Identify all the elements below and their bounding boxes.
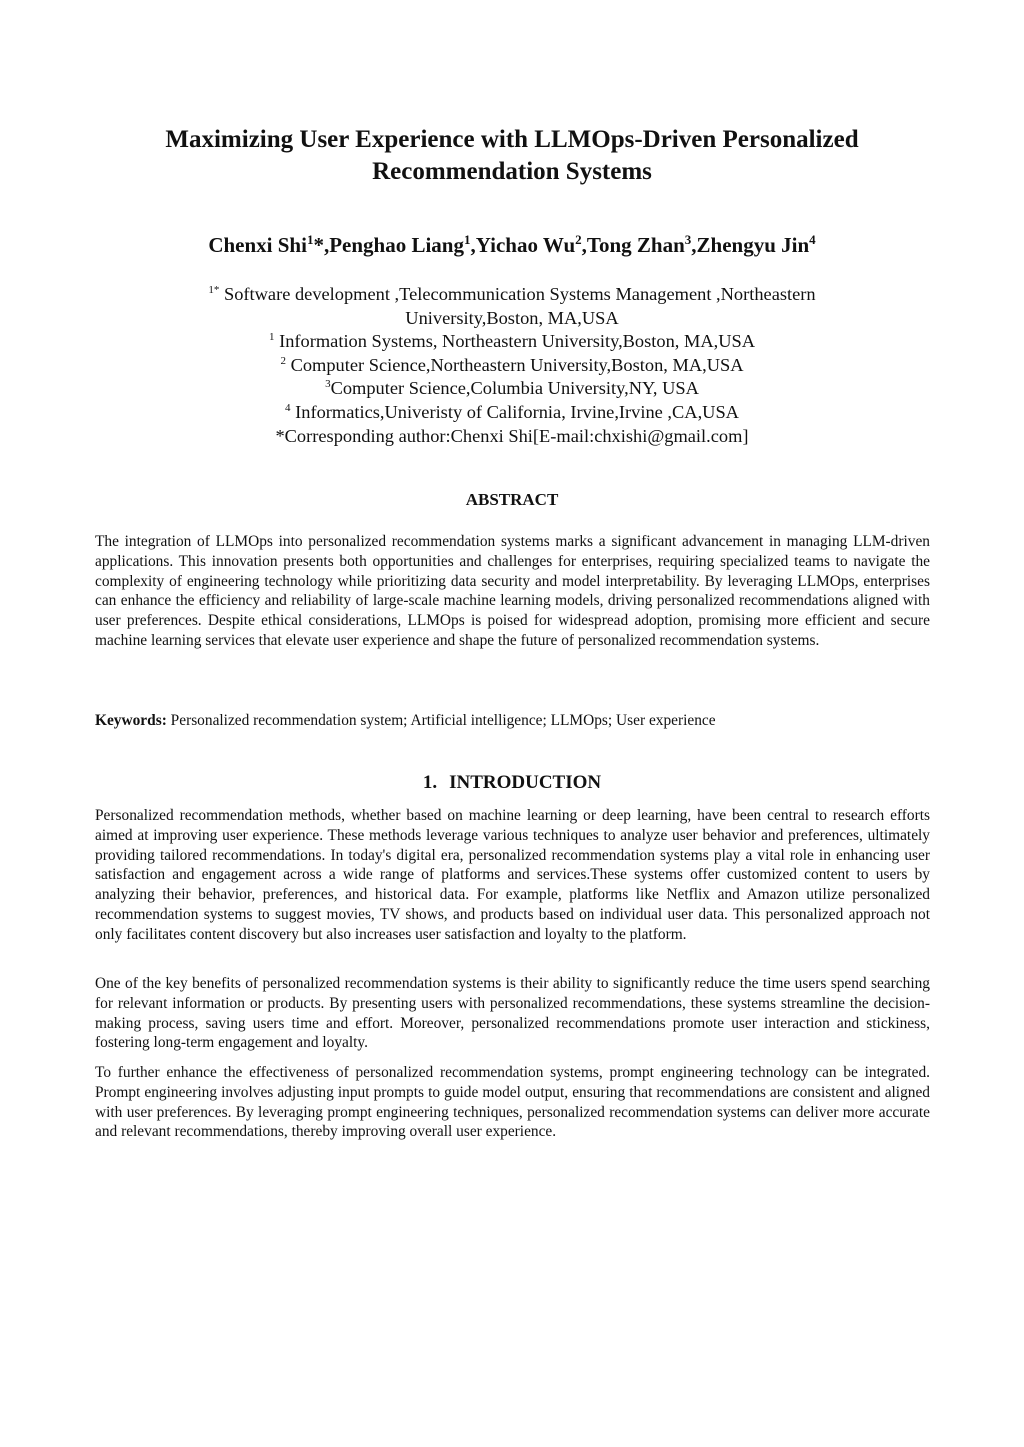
paper-title-line-2: Recommendation Systems xyxy=(372,158,652,185)
author-name: Tong Zhan xyxy=(586,233,685,257)
affiliation-block xyxy=(60,283,964,448)
affiliation-mark: 1 xyxy=(269,331,275,344)
affiliation-mark: 1* xyxy=(208,283,220,296)
affiliation-line xyxy=(60,307,964,331)
author-name: Chenxi Shi xyxy=(208,233,307,257)
section-number: 1. xyxy=(422,772,438,793)
keywords xyxy=(95,711,930,731)
keywords-text: Personalized recommendation system; Artificial intelligence; LLMOps; User experience xyxy=(166,712,716,729)
author-affiliation-mark: 1 xyxy=(306,232,314,247)
author-name: Penghao Liang xyxy=(329,233,464,257)
corresponding-mark: * xyxy=(313,233,324,257)
paper-title xyxy=(60,124,964,188)
affiliation-line xyxy=(60,377,964,401)
abstract-heading: ABSTRACT xyxy=(465,490,559,509)
introduction-heading xyxy=(60,770,964,796)
affiliation-mark: 2 xyxy=(280,354,286,367)
corresponding-author: *Corresponding author:Chenxi Shi[E-mail:chxishi@gmail.com] xyxy=(275,425,749,446)
section-title: INTRODUCTION xyxy=(449,772,602,793)
affiliation-mark: 4 xyxy=(285,401,291,414)
keywords-label: Keywords: xyxy=(95,712,167,729)
affiliation-mark: 3 xyxy=(325,378,331,391)
abstract-text: The integration of LLMOps into personalized recommendation systems marks a significant advancement in managing LLM-driven applications. This innovation presents both opportunities and challenges for enterprises, requiring specialized teams to navigate the complexity of engineering technology while prioritizing data security and model interpretability. By leveraging LLMOps, enterprises can enhance the efficiency and reliability of large-scale machine learning models, driving personalized recommendations aligned with user preferences. Despite ethical considerations, LLMOps is poised for widespread adoption, promising more efficient and secure machine learning services that elevate user experience and shape the future of personalized recommendation systems. xyxy=(95,533,930,649)
affiliation-text: Software development ,Telecommunication Systems Management ,Northeastern xyxy=(219,284,816,304)
affiliation-text: Information Systems, Northeastern University,Boston, MA,USA xyxy=(274,331,755,352)
affiliation-line xyxy=(60,330,964,354)
affiliation-line xyxy=(60,283,964,307)
affiliation-line xyxy=(60,401,964,425)
author-affiliation-mark: 1 xyxy=(463,232,471,247)
affiliation-text: University,Boston, MA,USA xyxy=(405,307,619,328)
author-affiliation-mark: 2 xyxy=(575,232,582,247)
author-name: Yichao Wu xyxy=(475,233,576,257)
author-affiliation-mark: 4 xyxy=(809,232,816,247)
author-name: Zhengyu Jin xyxy=(696,233,810,257)
introduction-paragraph-1: Personalized recommendation methods, whether based on machine learning or deep learning, have been central to research efforts aimed at improving user experience. These methods leverage various techniques to analyze user behavior and preferences, ultimately providing tailored recommendations. In today's digital era, personalized recommendation systems play a vital role in enhancing user satisfaction and engagement across a wide range of platforms and services.These systems offer customized content to users by analyzing their behavior, preferences, and historical data. For example, platforms like Netflix and Amazon utilize personalized recommendation systems to suggest movies, TV shows, and products based on individual user data. This personalized approach not only facilitates content discovery but also increases user satisfaction and loyalty to the platform. xyxy=(95,807,930,943)
paper-title-line-1: Maximizing User Experience with LLMOps-Driven Personalized xyxy=(165,126,859,153)
affiliation-text: Computer Science,Columbia University,NY, USA xyxy=(330,378,699,399)
author-list: Chenxi Shi$^1$*,Penghao Liang$^1$,Yichao Wu$^2$,Tong Zhan$^3$,Zhengyu Jin$^4$ xyxy=(208,232,816,257)
affiliation-line xyxy=(60,354,964,378)
introduction-paragraph-2: One of the key benefits of personalized recommendation systems is their ability to significantly reduce the time users spend searching for relevant information or products. By presenting users with personalized recommendations, these systems streamline the decision-making process, saving users time and effort. Moreover, personalized recommendations promote user interaction and stickiness, fostering long-term engagement and loyalty. xyxy=(95,975,930,1052)
affiliation-text: Computer Science,Northeastern University,Boston, MA,USA xyxy=(286,354,744,375)
introduction-paragraph-3: To further enhance the effectiveness of personalized recommendation systems, prompt engineering technology can be integrated. Prompt engineering involves adjusting input prompts to guide model output, ensuring that recommendations are consistent and aligned with user preferences. By leveraging prompt engineering techniques, personalized recommendation systems can deliver more accurate and relevant recommendations, thereby improving overall user experience. xyxy=(95,1064,930,1141)
author-affiliation-mark: 3 xyxy=(684,232,692,247)
affiliation-text: Informatics,Univeristy of California, Irvine,Irvine ,CA,USA xyxy=(290,401,739,422)
